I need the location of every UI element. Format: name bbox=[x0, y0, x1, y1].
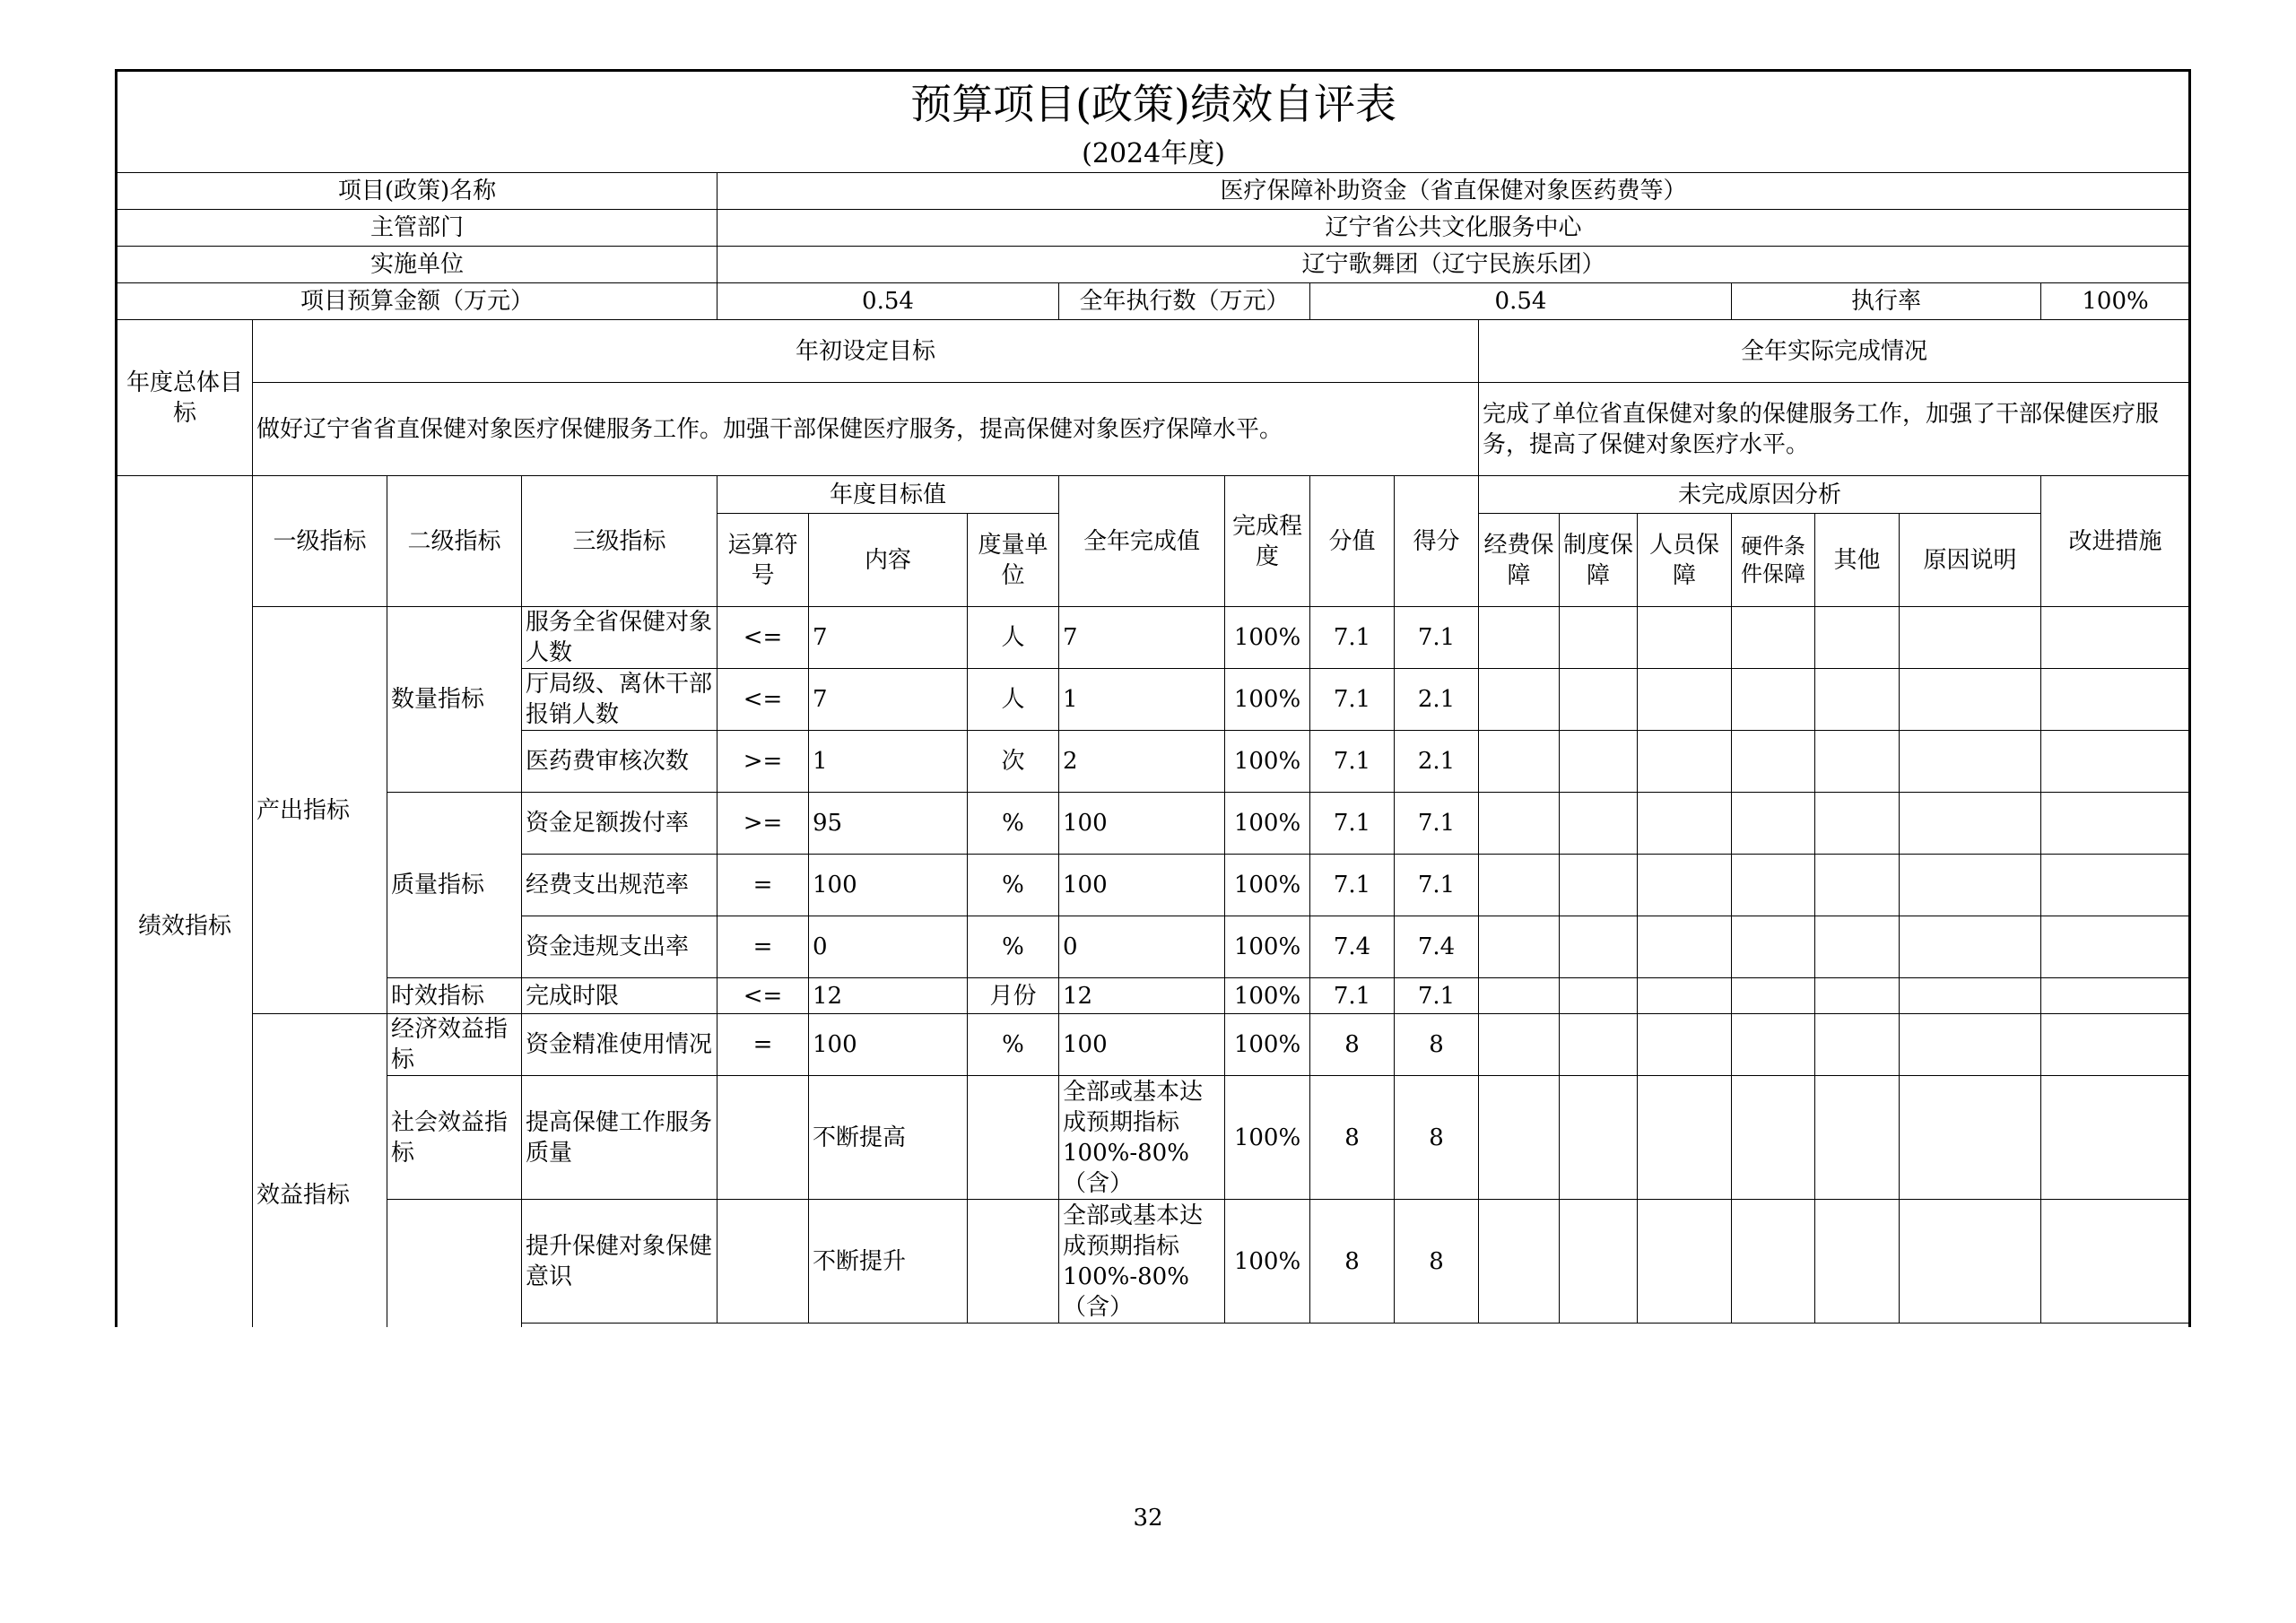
actual-cell: 100 bbox=[1059, 855, 1225, 916]
full-score-cell: 8 bbox=[1310, 1014, 1395, 1076]
indicator-name: 资金精准使用情况 bbox=[522, 1014, 718, 1076]
content-cell: 7 bbox=[809, 607, 968, 669]
project-name-value: 医疗保障补助资金（省直保健对象医药费等） bbox=[718, 173, 2190, 210]
score-cell: 8 bbox=[1395, 1076, 1479, 1200]
full-score-cell: 7.4 bbox=[1310, 916, 1395, 978]
annual-target-header: 年度目标值 bbox=[718, 476, 1059, 514]
operator-cell: = bbox=[718, 855, 809, 916]
annual-actual-header: 全年完成值 bbox=[1059, 476, 1225, 607]
other-reason-header: 其他 bbox=[1815, 514, 1900, 607]
indicator-name: 医药费审核次数 bbox=[522, 731, 718, 793]
page-title: 预算项目(政策)绩效自评表 bbox=[117, 71, 2190, 137]
execution-rate-value: 100% bbox=[2041, 283, 2190, 320]
operator-cell: <= bbox=[718, 607, 809, 669]
personnel-reason-header: 人员保障 bbox=[1638, 514, 1732, 607]
time-indicator-group: 时效指标 bbox=[387, 978, 522, 1014]
score-cell: 7.1 bbox=[1395, 855, 1479, 916]
content-cell: 不断提升 bbox=[809, 1200, 968, 1324]
indicator-name: 提升保健对象保健意识 bbox=[522, 1200, 718, 1324]
budget-amount-value: 0.54 bbox=[718, 283, 1059, 320]
benefit-indicator-group: 效益指标 bbox=[253, 1014, 387, 1377]
score-cell: 7.4 bbox=[1395, 916, 1479, 978]
degree-cell: 100% bbox=[1225, 916, 1310, 978]
indicator-name: 资金足额拨付率 bbox=[522, 793, 718, 855]
full-score-cell: 7.1 bbox=[1310, 793, 1395, 855]
unit-cell: 次 bbox=[968, 731, 1059, 793]
degree-cell: 100% bbox=[1225, 978, 1310, 1014]
unfinished-reason-header: 未完成原因分析 bbox=[1479, 476, 2041, 514]
quality-indicator-group: 质量指标 bbox=[387, 793, 522, 978]
degree-cell: 100% bbox=[1225, 1076, 1310, 1200]
degree-cell: 100% bbox=[1225, 793, 1310, 855]
content-cell: 0 bbox=[809, 916, 968, 978]
content-cell: 7 bbox=[809, 669, 968, 731]
indicator-name: 完成时限 bbox=[522, 978, 718, 1014]
unit-cell: % bbox=[968, 1014, 1059, 1076]
operator-cell: = bbox=[718, 916, 809, 978]
indicator-name: 厅局级、离休干部报销人数 bbox=[522, 669, 718, 731]
full-score-cell: 7.1 bbox=[1310, 855, 1395, 916]
full-score-cell: 8 bbox=[1310, 1076, 1395, 1200]
unit-cell bbox=[968, 1076, 1059, 1200]
project-name-label: 项目(政策)名称 bbox=[117, 173, 718, 210]
economic-indicator-group: 经济效益指标 bbox=[387, 1014, 522, 1076]
degree-cell: 100% bbox=[1225, 731, 1310, 793]
actual-cell: 全部或基本达成预期指标100%-80%（含） bbox=[1059, 1200, 1225, 1324]
actual-cell: 全部或基本达成预期指标100%-80%（含） bbox=[1059, 1076, 1225, 1200]
initial-goal-text: 做好辽宁省省直保健对象医疗保健服务工作。加强干部保健医疗服务，提高保健对象医疗保障水平。 bbox=[253, 383, 1479, 476]
unit-header: 度量单位 bbox=[968, 514, 1059, 607]
content-cell: 95 bbox=[809, 793, 968, 855]
score-cell: 7.1 bbox=[1395, 978, 1479, 1014]
content-header: 内容 bbox=[809, 514, 968, 607]
actual-cell: 0 bbox=[1059, 916, 1225, 978]
actual-cell: 1 bbox=[1059, 669, 1225, 731]
department-label: 主管部门 bbox=[117, 210, 718, 247]
actual-cell: 100 bbox=[1059, 1014, 1225, 1076]
score-cell: 8 bbox=[1395, 1014, 1479, 1076]
evaluation-sheet bbox=[115, 69, 2188, 1327]
score-cell: 8 bbox=[1395, 1200, 1479, 1324]
full-score-cell: 7.1 bbox=[1310, 731, 1395, 793]
actual-cell: 100 bbox=[1059, 793, 1225, 855]
unit-cell: 人 bbox=[968, 607, 1059, 669]
full-score-cell: 7.1 bbox=[1310, 978, 1395, 1014]
budget-amount-label: 项目预算金额（万元） bbox=[117, 283, 718, 320]
completion-degree-header: 完成程度 bbox=[1225, 476, 1310, 607]
unit-cell: % bbox=[968, 855, 1059, 916]
unit-cell: % bbox=[968, 916, 1059, 978]
reason-note-header: 原因说明 bbox=[1900, 514, 2041, 607]
content-cell: 不断提高 bbox=[809, 1076, 968, 1200]
executed-amount-value: 0.54 bbox=[1310, 283, 1732, 320]
content-cell: 100 bbox=[809, 855, 968, 916]
level2-header: 二级指标 bbox=[387, 476, 522, 607]
year-label: (2024年度) bbox=[117, 137, 2190, 173]
funding-reason-header: 经费保障 bbox=[1479, 514, 1560, 607]
operator-cell: <= bbox=[718, 978, 809, 1014]
score-header: 得分 bbox=[1395, 476, 1479, 607]
unit-cell bbox=[968, 1200, 1059, 1324]
evaluation-table bbox=[115, 69, 2191, 1378]
score-cell: 2.1 bbox=[1395, 731, 1479, 793]
improvement-header: 改进措施 bbox=[2041, 476, 2190, 607]
indicator-name: 经费支出规范率 bbox=[522, 855, 718, 916]
operator-cell: >= bbox=[718, 793, 809, 855]
full-score-cell: 8 bbox=[1310, 1200, 1395, 1324]
score-cell: 7.1 bbox=[1395, 793, 1479, 855]
annual-goal-label: 年度总体目标 bbox=[117, 320, 253, 476]
actual-completion-text: 完成了单位省直保健对象的保健服务工作，加强了干部保健医疗服务，提高了保健对象医疗水平。 bbox=[1479, 383, 2190, 476]
level3-header: 三级指标 bbox=[522, 476, 718, 607]
actual-cell: 7 bbox=[1059, 607, 1225, 669]
implementing-unit-value: 辽宁歌舞团（辽宁民族乐团） bbox=[718, 247, 2190, 283]
content-cell: 1 bbox=[809, 731, 968, 793]
actual-cell: 12 bbox=[1059, 978, 1225, 1014]
operator-cell: <= bbox=[718, 669, 809, 731]
operator-cell: >= bbox=[718, 731, 809, 793]
full-score-cell: 7.1 bbox=[1310, 669, 1395, 731]
social-indicator-group: 社会效益指标 bbox=[387, 1076, 522, 1200]
hardware-reason-header: 硬件条件保障 bbox=[1732, 514, 1815, 607]
quantity-indicator-group: 数量指标 bbox=[387, 607, 522, 793]
implementing-unit-label: 实施单位 bbox=[117, 247, 718, 283]
level1-header: 一级指标 bbox=[253, 476, 387, 607]
operator-cell bbox=[718, 1076, 809, 1200]
operator-cell: = bbox=[718, 1014, 809, 1076]
output-indicator-group: 产出指标 bbox=[253, 607, 387, 1014]
performance-indicators-label: 绩效指标 bbox=[117, 476, 253, 1377]
score-cell: 7.1 bbox=[1395, 607, 1479, 669]
department-value: 辽宁省公共文化服务中心 bbox=[718, 210, 2190, 247]
unit-cell: % bbox=[968, 793, 1059, 855]
operator-header: 运算符号 bbox=[718, 514, 809, 607]
full-score-header: 分值 bbox=[1310, 476, 1395, 607]
degree-cell: 100% bbox=[1225, 1014, 1310, 1076]
indicator-name: 提高保健工作服务质量 bbox=[522, 1076, 718, 1200]
indicator-name: 资金违规支出率 bbox=[522, 916, 718, 978]
system-reason-header: 制度保障 bbox=[1560, 514, 1638, 607]
degree-cell: 100% bbox=[1225, 669, 1310, 731]
score-cell: 2.1 bbox=[1395, 669, 1479, 731]
initial-goal-header: 年初设定目标 bbox=[253, 320, 1479, 383]
content-cell: 12 bbox=[809, 978, 968, 1014]
degree-cell: 100% bbox=[1225, 607, 1310, 669]
page-number: 32 bbox=[1133, 1505, 1163, 1532]
unit-cell: 人 bbox=[968, 669, 1059, 731]
full-score-cell: 7.1 bbox=[1310, 607, 1395, 669]
execution-rate-label: 执行率 bbox=[1732, 283, 2041, 320]
actual-cell: 2 bbox=[1059, 731, 1225, 793]
page-background bbox=[0, 1327, 2296, 1506]
content-cell: 100 bbox=[809, 1014, 968, 1076]
degree-cell: 100% bbox=[1225, 1200, 1310, 1324]
actual-completion-header: 全年实际完成情况 bbox=[1479, 320, 2190, 383]
executed-amount-label: 全年执行数（万元） bbox=[1059, 283, 1310, 320]
unit-cell: 月份 bbox=[968, 978, 1059, 1014]
operator-cell bbox=[718, 1200, 809, 1324]
indicator-name: 服务全省保健对象人数 bbox=[522, 607, 718, 669]
degree-cell: 100% bbox=[1225, 855, 1310, 916]
